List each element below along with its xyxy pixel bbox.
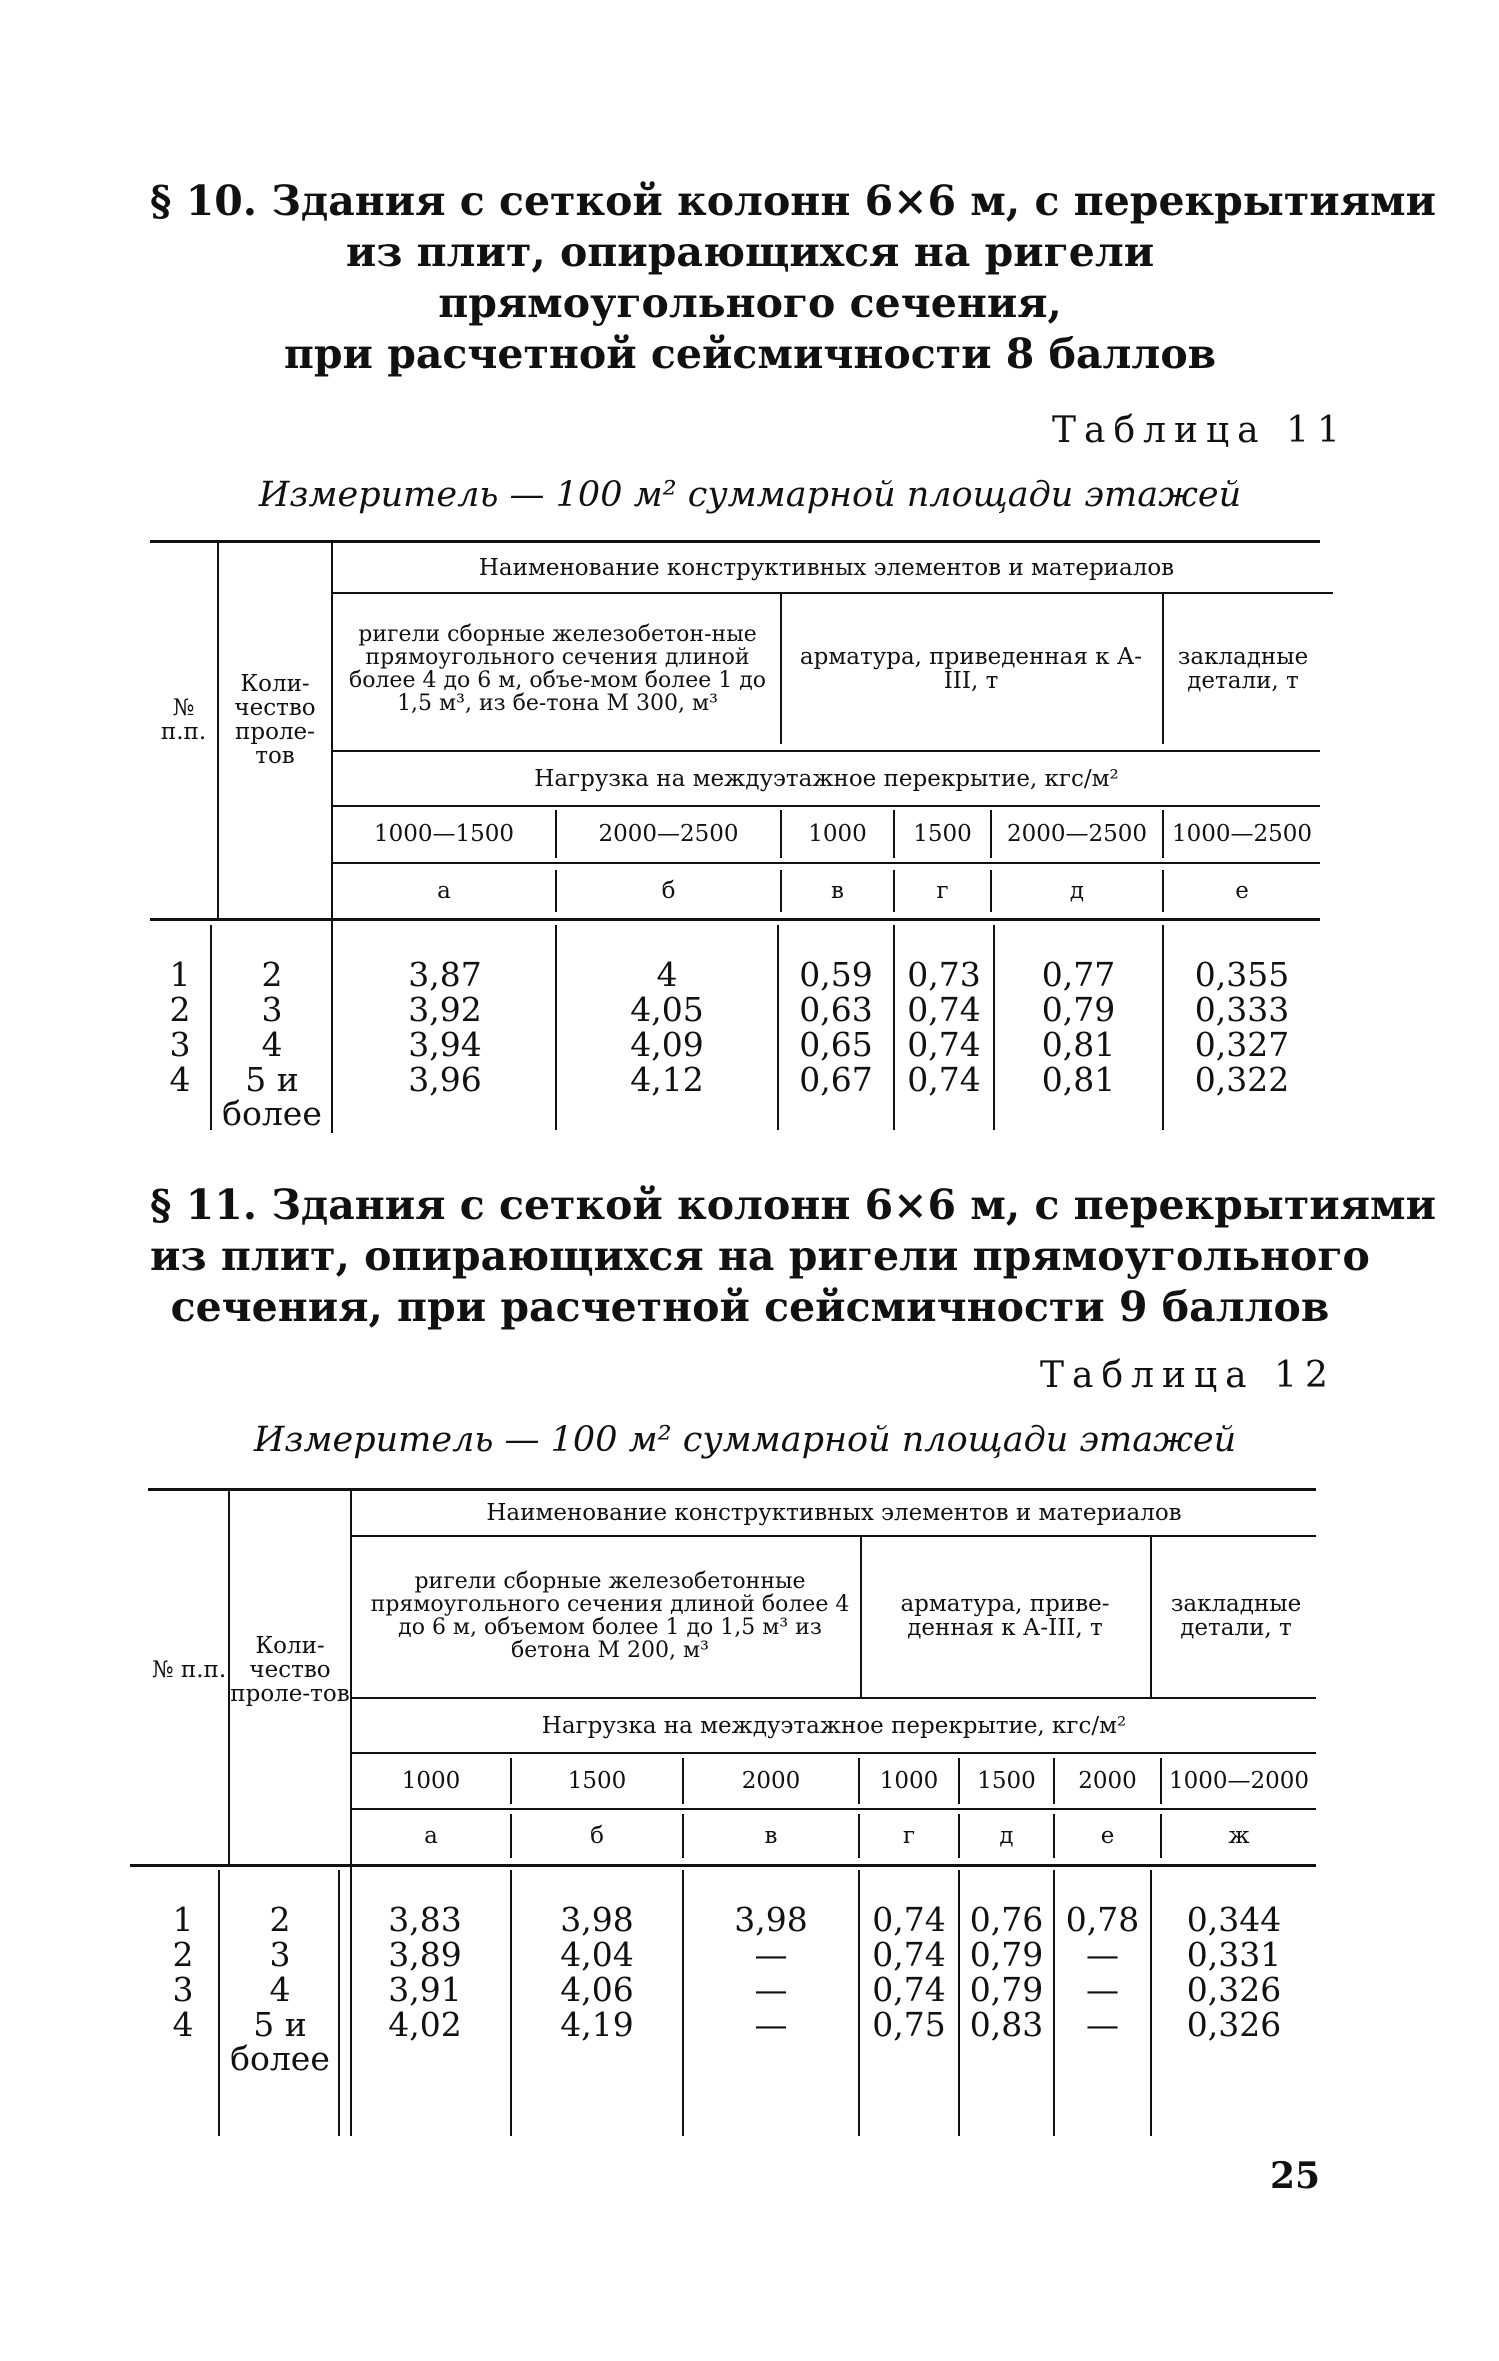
cell-value: 4,12 xyxy=(630,1060,704,1099)
load-value: 1000 xyxy=(401,1768,461,1794)
load-label: Нагрузка на междуэтажное перекрытие, кгс/м² xyxy=(541,1713,1127,1739)
row-count: 2 xyxy=(261,955,283,994)
cell-value: 0,81 xyxy=(1041,1060,1116,1099)
header-no: № п.п. xyxy=(160,695,207,745)
cell-value: 0,78 xyxy=(1065,1900,1140,1939)
heading-line: сечения, при расчетной сейсмичности 9 баллов xyxy=(170,1283,1330,1331)
cell-value: 0,77 xyxy=(1041,955,1116,994)
row-no: 2 xyxy=(169,990,191,1029)
row-no: 4 xyxy=(169,1060,191,1099)
cell-value: 0,74 xyxy=(907,1060,981,1099)
column-letter: д xyxy=(1069,878,1085,904)
heading-line: § 11. Здания с сеткой колонн 6×6 м, с перекрытиями xyxy=(150,1181,1437,1229)
row-count: 4 xyxy=(269,1970,291,2009)
load-value: 1500 xyxy=(567,1768,627,1794)
table-12-meter: Измеритель — 100 м² суммарной площади этажей xyxy=(253,1420,1237,1460)
column-letter: б xyxy=(661,878,676,904)
load-value: 1500 xyxy=(913,821,972,847)
cell-value: 4,05 xyxy=(630,990,704,1029)
cell-value: 3,94 xyxy=(408,1025,482,1064)
cell-value: 4,02 xyxy=(388,2005,462,2044)
cell-value: 0,326 xyxy=(1186,1970,1282,2009)
col-armature: арматура, приведенная к А-III, т xyxy=(799,644,1143,694)
cell-value: 0,83 xyxy=(969,2005,1044,2044)
cell-value: 0,355 xyxy=(1194,955,1290,994)
heading-line: из плит, опирающихся на ригели прямоугольного xyxy=(150,1232,1370,1280)
cell-value: 0,79 xyxy=(969,1970,1044,2009)
cell-value: 3,98 xyxy=(734,1900,808,1939)
section-10-heading xyxy=(150,176,1437,380)
cell-value: 0,327 xyxy=(1194,1025,1290,1064)
load-value: 1500 xyxy=(977,1768,1036,1794)
cell-value: 0,326 xyxy=(1186,2005,1282,2044)
cell-value: 0,75 xyxy=(872,2005,946,2044)
load-value: 2000—2500 xyxy=(1006,821,1148,847)
row-no: 3 xyxy=(169,1025,191,1064)
cell-value: 0,74 xyxy=(907,1025,981,1064)
load-value: 2000 xyxy=(1078,1768,1137,1794)
cell-value: 0,81 xyxy=(1041,1025,1116,1064)
cell-value: 0,65 xyxy=(799,1025,873,1064)
heading-line: при расчетной сейсмичности 8 баллов xyxy=(283,330,1217,378)
cell-value: — xyxy=(754,1935,788,1974)
column-letter: г xyxy=(936,878,949,904)
row-count: 2 xyxy=(269,1900,291,1939)
cell-value: 0,74 xyxy=(907,990,981,1029)
cell-value: 0,74 xyxy=(872,1970,946,2009)
cell-value: 3,98 xyxy=(560,1900,634,1939)
cell-value: 0,79 xyxy=(969,1935,1044,1974)
cell-value: 3,92 xyxy=(408,990,482,1029)
cell-value: 0,74 xyxy=(872,1900,946,1939)
column-letter: д xyxy=(999,1823,1014,1849)
cell-value: 0,74 xyxy=(872,1935,946,1974)
cell-value: 0,331 xyxy=(1186,1935,1282,1974)
cell-value: 4,09 xyxy=(630,1025,704,1064)
section-11-heading xyxy=(150,1180,1437,1333)
col-rigels: ригели сборные железобетон-ные прямоугольного сечения длиной более 4 до 6 м, объе-мом более 1 до 1,5 м³, из бе-тона М 300, м³ xyxy=(348,622,767,716)
column-letter: в xyxy=(764,1823,778,1849)
cell-value: 4,19 xyxy=(560,2005,634,2044)
load-value: 1000 xyxy=(879,1768,939,1794)
header-count: Коли-чество проле-тов xyxy=(230,1633,350,1707)
cell-value: 4,06 xyxy=(560,1970,634,2009)
cell-value: 0,76 xyxy=(969,1900,1044,1939)
cell-value: 0,79 xyxy=(1041,990,1116,1029)
column-letter: в xyxy=(831,878,844,904)
row-no: 3 xyxy=(172,1970,194,2009)
column-letter: а xyxy=(424,1823,438,1849)
header-group: Наименование конструктивных элементов и материалов xyxy=(478,555,1175,581)
load-label: Нагрузка на междуэтажное перекрытие, кгс/м² xyxy=(534,766,1119,792)
cell-value: 3,83 xyxy=(388,1900,462,1939)
table-12-label: Таблица 12 xyxy=(1040,1355,1336,1396)
column-letter: а xyxy=(437,878,451,904)
cell-value: — xyxy=(1086,2005,1119,2044)
heading-line: § 10. Здания с сеткой колонн 6×6 м, с перекрытиями xyxy=(150,177,1437,225)
column-letter: е xyxy=(1235,878,1249,904)
load-value: 1000—2500 xyxy=(1171,821,1313,847)
cell-value: 0,322 xyxy=(1194,1060,1290,1099)
cell-value: — xyxy=(754,2005,788,2044)
table-11-meter: Измеритель — 100 м² суммарной площади этажей xyxy=(258,475,1242,515)
cell-value: 4,04 xyxy=(560,1935,634,1974)
cell-value: 0,344 xyxy=(1186,1900,1282,1939)
load-value: 2000 xyxy=(741,1768,801,1794)
load-value: 1000—2000 xyxy=(1168,1768,1310,1794)
row-no: 2 xyxy=(172,1935,194,1974)
col-embedded: закладные детали, т xyxy=(1177,644,1309,694)
cell-value: 0,67 xyxy=(799,1060,873,1099)
cell-value: — xyxy=(1086,1970,1119,2009)
cell-value: 0,59 xyxy=(799,955,873,994)
load-value: 1000 xyxy=(808,821,867,847)
row-count: 5 и более xyxy=(222,1060,322,1133)
row-no: 1 xyxy=(172,1900,194,1939)
row-no: 1 xyxy=(169,955,191,994)
header-count: Коли-чество проле-тов xyxy=(234,671,316,769)
row-count: 3 xyxy=(261,990,283,1029)
column-letter: г xyxy=(902,1823,916,1849)
cell-value: 3,87 xyxy=(408,955,482,994)
col-armature: арматура, приве-денная к А-III, т xyxy=(900,1591,1110,1641)
row-count: 4 xyxy=(261,1025,283,1064)
column-letter: ж xyxy=(1228,1823,1250,1849)
cell-value: — xyxy=(754,1970,788,2009)
heading-line: из плит, опирающихся на ригели xyxy=(345,228,1155,276)
cell-value: 4 xyxy=(656,955,678,994)
cell-value: 0,73 xyxy=(907,955,981,994)
header-group: Наименование конструктивных элементов и материалов xyxy=(486,1500,1182,1526)
row-no: 4 xyxy=(172,2005,194,2044)
col-rigels: ригели сборные железобетонные прямоугольного сечения длиной более 4 до 6 м, объемом более 1 до 1,5 м³ из бетона М 200, м³ xyxy=(370,1569,850,1663)
cell-value: 3,89 xyxy=(388,1935,462,1974)
header-no: № п.п. xyxy=(151,1657,227,1683)
cell-value: — xyxy=(1086,1935,1119,1974)
load-value: 2000—2500 xyxy=(598,821,739,847)
column-letter: е xyxy=(1100,1823,1115,1849)
cell-value: 3,91 xyxy=(388,1970,462,2009)
row-count: 3 xyxy=(269,1935,291,1974)
page-number: 25 xyxy=(1270,2155,1321,2197)
row-count: 5 и более xyxy=(230,2005,330,2078)
cell-value: 3,96 xyxy=(408,1060,482,1099)
cell-value: 0,63 xyxy=(799,990,873,1029)
cell-value: 0,333 xyxy=(1194,990,1290,1029)
load-value: 1000—1500 xyxy=(373,821,515,847)
heading-line: прямоугольного сечения, xyxy=(438,279,1062,327)
table-11-label: Таблица 11 xyxy=(1052,410,1348,451)
col-embedded: закладные детали, т xyxy=(1170,1591,1302,1641)
column-letter: б xyxy=(590,1823,604,1849)
